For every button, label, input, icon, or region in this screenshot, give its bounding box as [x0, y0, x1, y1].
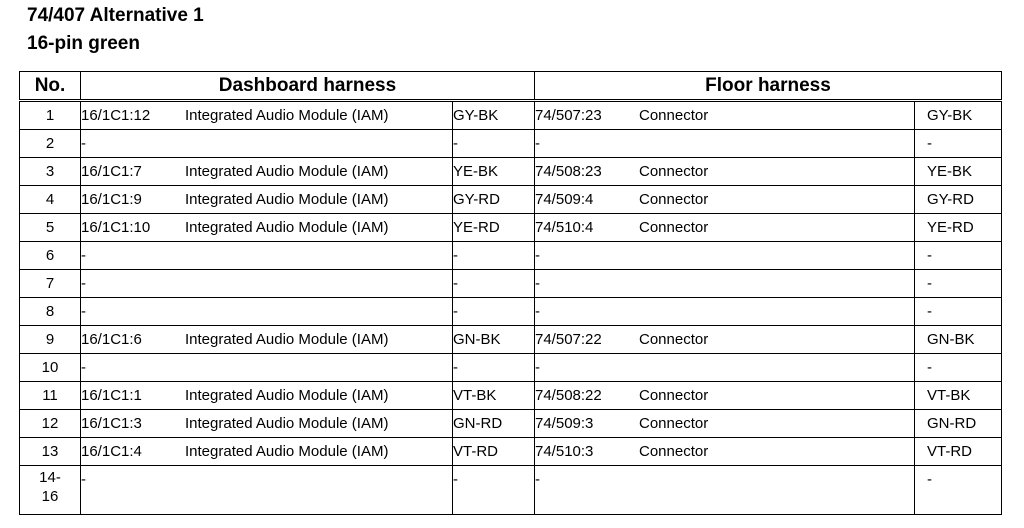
dashboard-connection: [81, 438, 453, 466]
dashboard-wire-color: GN-RD: [453, 410, 535, 438]
pin-number: 6: [20, 242, 81, 270]
dashboard-connection: [81, 298, 453, 326]
dashboard-wire-color: -: [453, 242, 535, 270]
table-row: [20, 354, 1002, 382]
dashboard-wire-color: YE-BK: [453, 158, 535, 186]
floor-pin-ref: 74/509:4: [535, 191, 594, 208]
floor-pin-ref: 74/507:23: [535, 107, 602, 124]
dashboard-connection: [81, 130, 453, 158]
dashboard-pin-ref: -: [81, 471, 86, 488]
floor-wire-color: GY-RD: [915, 186, 1002, 214]
pin-number: 13: [20, 438, 81, 466]
table-header-row: [20, 72, 1002, 101]
floor-pin-ref: 74/509:3: [535, 415, 594, 432]
floor-component: Connector: [639, 163, 709, 180]
header-dashboard-harness: Dashboard harness: [81, 72, 535, 101]
floor-wire-color: -: [915, 298, 1002, 326]
dashboard-pin-ref: 16/1C1:10: [81, 219, 151, 236]
dashboard-connection: [81, 326, 453, 354]
header-no: No.: [20, 72, 81, 101]
table-row: [20, 158, 1002, 186]
table-row: [20, 186, 1002, 214]
floor-component: Connector: [639, 443, 709, 460]
floor-wire-color: VT-RD: [915, 438, 1002, 466]
dashboard-pin-ref: -: [81, 303, 86, 320]
floor-connection: [535, 354, 915, 382]
floor-pin-ref: -: [535, 135, 540, 152]
dashboard-connection: [81, 354, 453, 382]
floor-wire-color: GN-RD: [915, 410, 1002, 438]
pinout-table: [19, 71, 1002, 515]
floor-wire-color: -: [915, 242, 1002, 270]
floor-component: Connector: [639, 331, 709, 348]
pin-number: 8: [20, 298, 81, 326]
dashboard-wire-color: VT-RD: [453, 438, 535, 466]
floor-component: Connector: [639, 387, 709, 404]
dashboard-wire-color: YE-RD: [453, 214, 535, 242]
floor-connection: [535, 326, 915, 354]
dashboard-component: Integrated Audio Module (IAM): [185, 443, 389, 460]
table-row: [20, 270, 1002, 298]
dashboard-wire-color: GY-BK: [453, 101, 535, 130]
pin-number: 2: [20, 130, 81, 158]
dashboard-connection: [81, 410, 453, 438]
pin-number: 11: [20, 382, 81, 410]
floor-pin-ref: -: [535, 275, 540, 292]
dashboard-component: Integrated Audio Module (IAM): [185, 219, 389, 236]
floor-connection: [535, 382, 915, 410]
dashboard-connection: [81, 158, 453, 186]
dashboard-pin-ref: 16/1C1:9: [81, 191, 142, 208]
floor-component: Connector: [639, 107, 709, 124]
floor-component: Connector: [639, 219, 709, 236]
dashboard-pin-ref: 16/1C1:1: [81, 387, 142, 404]
dashboard-connection: [81, 242, 453, 270]
floor-pin-ref: -: [535, 247, 540, 264]
floor-wire-color: YE-RD: [915, 214, 1002, 242]
dashboard-pin-ref: -: [81, 359, 86, 376]
dashboard-wire-color: VT-BK: [453, 382, 535, 410]
floor-connection: [535, 130, 915, 158]
floor-wire-color: -: [915, 466, 1002, 515]
dashboard-wire-color: GY-RD: [453, 186, 535, 214]
floor-wire-color: -: [915, 270, 1002, 298]
floor-connection: [535, 466, 915, 515]
floor-wire-color: YE-BK: [915, 158, 1002, 186]
dashboard-wire-color: -: [453, 270, 535, 298]
dashboard-component: Integrated Audio Module (IAM): [185, 163, 389, 180]
table-row: [20, 466, 1002, 515]
dashboard-wire-color: -: [453, 354, 535, 382]
dashboard-wire-color: -: [453, 466, 535, 515]
floor-pin-ref: 74/508:23: [535, 163, 602, 180]
dashboard-wire-color: GN-BK: [453, 326, 535, 354]
pin-number: 7: [20, 270, 81, 298]
floor-wire-color: -: [915, 354, 1002, 382]
dashboard-component: Integrated Audio Module (IAM): [185, 415, 389, 432]
dashboard-connection: [81, 382, 453, 410]
table-row: [20, 101, 1002, 130]
pin-number: 5: [20, 214, 81, 242]
floor-connection: [535, 270, 915, 298]
pin-number: 10: [20, 354, 81, 382]
dashboard-pin-ref: 16/1C1:7: [81, 163, 142, 180]
connector-description: 16-pin green: [27, 33, 140, 54]
table-row: [20, 242, 1002, 270]
floor-connection: [535, 438, 915, 466]
dashboard-connection: [81, 214, 453, 242]
pin-number: 1: [20, 101, 81, 130]
table-row: [20, 130, 1002, 158]
floor-wire-color: GY-BK: [915, 101, 1002, 130]
dashboard-pin-ref: -: [81, 247, 86, 264]
floor-pin-ref: 74/510:3: [535, 443, 594, 460]
header-floor-harness: Floor harness: [535, 72, 1002, 101]
floor-pin-ref: 74/510:4: [535, 219, 594, 236]
pin-number: 14- 16: [20, 466, 81, 515]
pin-number: 12: [20, 410, 81, 438]
dashboard-pin-ref: 16/1C1:4: [81, 443, 142, 460]
pin-number: 9: [20, 326, 81, 354]
dashboard-pin-ref: -: [81, 275, 86, 292]
floor-connection: [535, 410, 915, 438]
floor-pin-ref: 74/508:22: [535, 387, 602, 404]
floor-wire-color: VT-BK: [915, 382, 1002, 410]
dashboard-component: Integrated Audio Module (IAM): [185, 107, 389, 124]
table-row: [20, 382, 1002, 410]
floor-pin-ref: -: [535, 303, 540, 320]
floor-connection: [535, 101, 915, 130]
dashboard-connection: [81, 186, 453, 214]
floor-pin-ref: -: [535, 471, 540, 488]
dashboard-connection: [81, 101, 453, 130]
floor-connection: [535, 214, 915, 242]
dashboard-component: Integrated Audio Module (IAM): [185, 387, 389, 404]
dashboard-connection: [81, 270, 453, 298]
dashboard-wire-color: -: [453, 298, 535, 326]
document-title: 74/407 Alternative 1: [27, 5, 204, 26]
dashboard-component: Integrated Audio Module (IAM): [185, 191, 389, 208]
floor-component: Connector: [639, 191, 709, 208]
floor-wire-color: GN-BK: [915, 326, 1002, 354]
dashboard-pin-ref: 16/1C1:12: [81, 107, 151, 124]
pin-number: 3: [20, 158, 81, 186]
dashboard-component: Integrated Audio Module (IAM): [185, 331, 389, 348]
dashboard-pin-ref: -: [81, 135, 86, 152]
pin-number: 4: [20, 186, 81, 214]
dashboard-pin-ref: 16/1C1:6: [81, 331, 142, 348]
floor-connection: [535, 158, 915, 186]
floor-connection: [535, 298, 915, 326]
dashboard-wire-color: -: [453, 130, 535, 158]
floor-component: Connector: [639, 415, 709, 432]
table-row: [20, 326, 1002, 354]
table-row: [20, 298, 1002, 326]
floor-wire-color: -: [915, 130, 1002, 158]
dashboard-pin-ref: 16/1C1:3: [81, 415, 142, 432]
table-row: [20, 438, 1002, 466]
floor-pin-ref: -: [535, 359, 540, 376]
table-row: [20, 410, 1002, 438]
floor-connection: [535, 242, 915, 270]
floor-connection: [535, 186, 915, 214]
dashboard-connection: [81, 466, 453, 515]
table-row: [20, 214, 1002, 242]
floor-pin-ref: 74/507:22: [535, 331, 602, 348]
